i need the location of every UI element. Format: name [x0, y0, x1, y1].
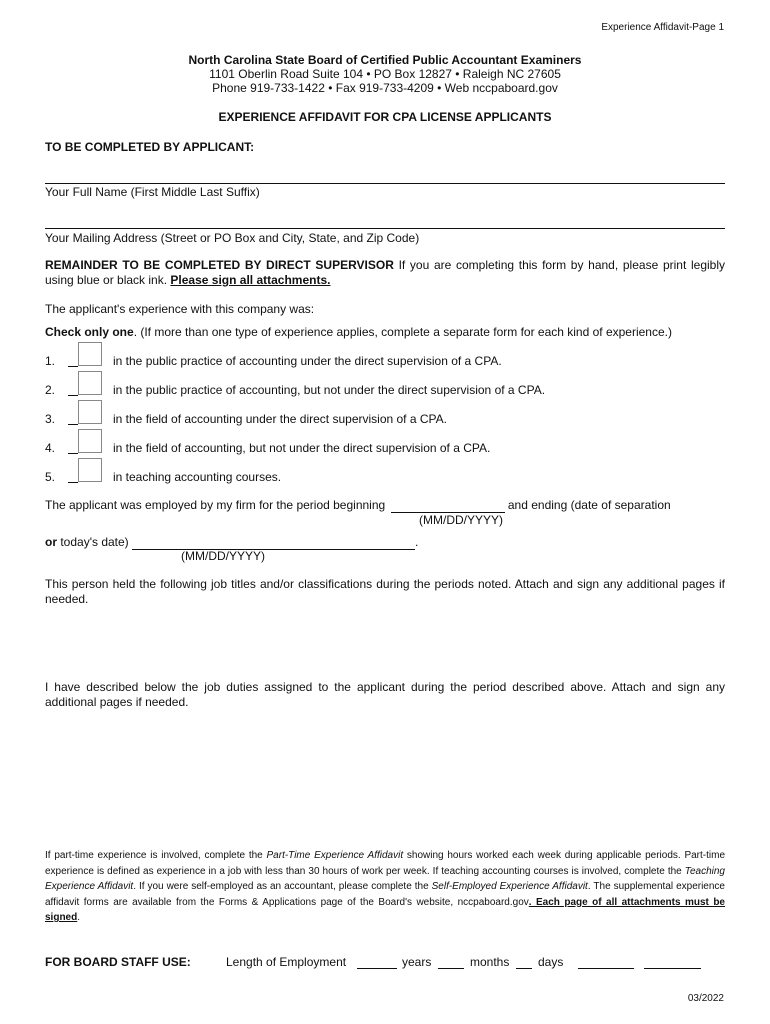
note-text: .	[77, 912, 81, 923]
end-date-format: (MM/DD/YYYY)	[181, 549, 265, 563]
days-field[interactable]	[516, 968, 532, 969]
full-name-label: Your Full Name (First Middle Last Suffix)	[45, 185, 260, 199]
option-blank-line	[68, 424, 78, 425]
days-label: days	[538, 955, 564, 969]
staff-date-field[interactable]	[644, 968, 701, 969]
applicant-heading: TO BE COMPLETED BY APPLICANT:	[45, 140, 255, 154]
period-beginning-text: The applicant was employed by my firm for the period beginning	[45, 498, 386, 512]
supervisor-instructions	[45, 258, 725, 288]
option-number: 3.	[45, 412, 56, 426]
option-blank-line	[68, 482, 78, 483]
attachments-signed-note: . Each page of all attachments must be signed	[45, 896, 725, 923]
option-blank-line	[68, 453, 78, 454]
revision-date: 03/2022	[687, 993, 724, 1004]
note-text: . The supplemental experience affidavit forms are available from the Forms & Applications page of the Board's website, nccpaboard.gov	[45, 881, 725, 908]
option-blank-line	[68, 366, 78, 367]
experience-option	[45, 406, 725, 434]
mailing-address-field[interactable]	[45, 228, 725, 229]
experience-option	[45, 464, 725, 492]
experience-option	[45, 435, 725, 463]
job-duties-area[interactable]	[45, 715, 725, 840]
end-date-field[interactable]	[132, 535, 415, 550]
job-titles-instructions: This person held the following job titles and/or classifications during the periods noted. Attach and sign any additional pages if needed.	[45, 577, 725, 606]
supervisor-heading: REMAINDER TO BE COMPLETED BY DIRECT SUPERVISOR	[45, 258, 394, 272]
length-of-employment-label: Length of Employment	[226, 955, 347, 969]
option-text: in teaching accounting courses.	[113, 470, 282, 484]
option-number: 1.	[45, 354, 56, 368]
full-name-field[interactable]	[45, 183, 725, 184]
experience-option	[45, 377, 725, 405]
board-contact: Phone 919-733-1422 • Fax 919-733-4209 • Web nccpaboard.gov	[212, 81, 558, 95]
period-ending-text: and ending (date of separation	[507, 498, 671, 512]
check-instruction	[45, 325, 672, 339]
option-text: in the public practice of accounting, but not under the direct supervision of a CPA.	[113, 383, 546, 397]
todays-date-text: today's date)	[57, 535, 129, 549]
option-checkbox[interactable]	[78, 371, 102, 395]
option-number: 2.	[45, 383, 56, 397]
begin-date-format: (MM/DD/YYYY)	[419, 513, 503, 527]
staff-use-label: FOR BOARD STAFF USE:	[45, 955, 191, 969]
experience-option	[45, 348, 725, 376]
note-text: If part-time experience is involved, complete the	[45, 850, 267, 861]
check-instruction-text: . (If more than one type of experience applies, complete a separate form for each kind of experience.)	[133, 325, 672, 339]
note-text: showing hours worked each week during applicable periods. Part-time experience is defined as experience in a job with less than 30 hours of work per week. If teaching accounting courses is involved, complete the	[45, 850, 726, 877]
staff-initials-field[interactable]	[578, 968, 634, 969]
years-field[interactable]	[357, 968, 397, 969]
supervisor-instructions-text: If you are completing this form by hand, please print legibly using blue or black ink.	[45, 258, 725, 287]
years-label: years	[402, 955, 432, 969]
months-field[interactable]	[438, 968, 464, 969]
option-number: 5.	[45, 470, 56, 484]
form-title: EXPERIENCE AFFIDAVIT FOR CPA LICENSE APPLICANTS	[218, 110, 552, 124]
employment-period	[45, 498, 725, 513]
board-name: North Carolina State Board of Certified Public Accountant Examiners	[188, 53, 582, 67]
option-checkbox[interactable]	[78, 429, 102, 453]
option-text: in the field of accounting under the direct supervision of a CPA.	[113, 412, 447, 426]
option-text: in the public practice of accounting under the direct supervision of a CPA.	[113, 354, 502, 368]
separation-date-row	[45, 535, 725, 550]
option-text: in the field of accounting, but not under the direct supervision of a CPA.	[113, 441, 491, 455]
or-word: or	[45, 535, 57, 549]
begin-date-field[interactable]	[391, 498, 505, 513]
check-only-one: Check only one	[45, 325, 134, 339]
mailing-address-label: Your Mailing Address (Street or PO Box and City, State, and Zip Code)	[45, 231, 420, 245]
option-checkbox[interactable]	[78, 458, 102, 482]
months-label: months	[470, 955, 510, 969]
supplemental-note	[45, 848, 725, 926]
option-checkbox[interactable]	[78, 400, 102, 424]
board-address: 1101 Oberlin Road Suite 104 • PO Box 12827 • Raleigh NC 27605	[209, 67, 561, 81]
option-blank-line	[68, 395, 78, 396]
option-checkbox[interactable]	[78, 342, 102, 366]
job-duties-instructions: I have described below the job duties assigned to the applicant during the period described above. Attach and sign any additional pages if needed.	[45, 680, 725, 709]
teaching-affidavit-ref: Teaching Experience Affidavit	[45, 865, 725, 892]
page-identifier: Experience Affidavit-Page 1	[601, 22, 724, 33]
job-titles-area[interactable]	[45, 612, 725, 672]
end-date-period: .	[415, 535, 419, 549]
option-number: 4.	[45, 441, 56, 455]
part-time-affidavit-ref: Part-Time Experience Affidavit	[266, 850, 404, 861]
experience-intro: The applicant's experience with this company was:	[45, 302, 315, 316]
sign-attachments-note: Please sign all attachments.	[170, 273, 331, 287]
self-employed-affidavit-ref: Self-Employed Experience Affidavit	[431, 881, 588, 892]
note-text: . If you were self-employed as an accountant, please complete the	[133, 881, 432, 892]
